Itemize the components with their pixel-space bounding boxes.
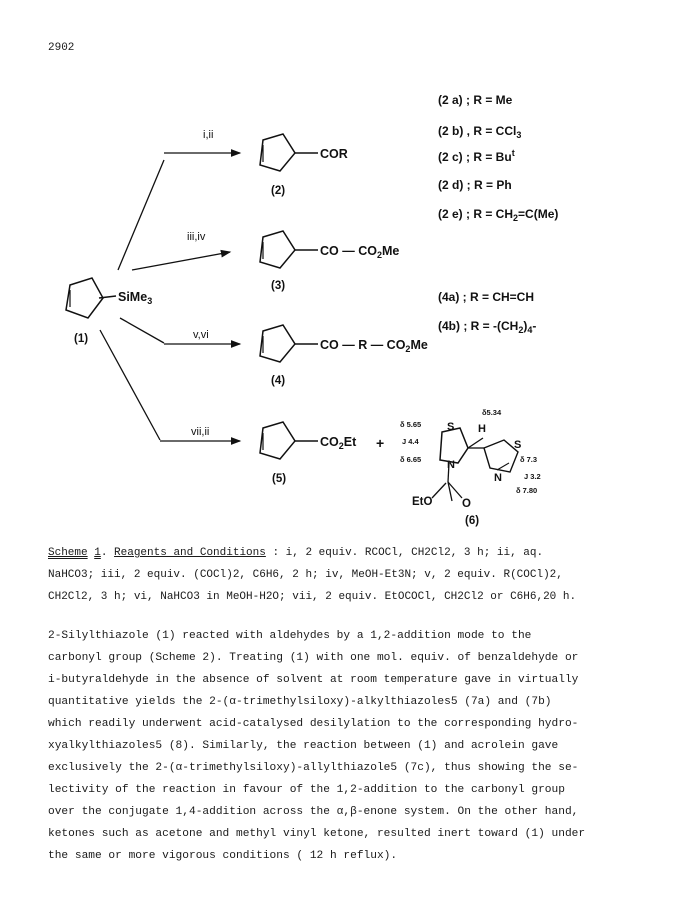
r-group-4a: (4a) ; R = CH=CH	[438, 290, 535, 304]
nmr-d534: δ5.34	[482, 408, 502, 417]
compound-4-group: CO — R — $CO_2Me$	[320, 338, 428, 354]
scheme-caption-line-2: NaHCO3; iii, 2 equiv. (COCl)2, C6H6, 2 h; iv, MeOH-Et3N; v, 2 equiv. R(COCl)2,	[48, 569, 563, 581]
caption-scheme-word: Scheme	[48, 547, 88, 559]
nmr-d780: δ 7.80	[516, 486, 538, 495]
page-number: 2902	[48, 42, 75, 54]
compound-3-group: CO — $CO_2Me$	[320, 244, 400, 260]
compound-1-substituent: SiMe$_3$	[118, 290, 153, 306]
compound-5-label: (5)	[272, 473, 287, 485]
compound-6-label: (6)	[465, 515, 480, 527]
body-line: quantitative yields the 2-(α-trimethylsiloxy)-alkylthiazoles5 (7a) and (7b)	[48, 696, 552, 708]
scheme-caption-line-1: Scheme 1. Reagents and Conditions : i, 2 equiv. RCOCl, CH2Cl2, 3 h; ii, aq.	[48, 547, 544, 559]
body-line: 2-Silylthiazole (1) reacted with aldehydes by a 1,2-addition mode to the	[48, 630, 532, 642]
svg-text:N: N	[447, 459, 455, 471]
compound-5-group: $CO_2Et$	[320, 435, 357, 451]
svg-text:H: H	[478, 423, 486, 435]
nmr-d73: δ 7.3	[520, 455, 538, 464]
compound-3-thiazole	[260, 231, 399, 292]
body-line: xyalkylthiazoles5 (8). Similarly, the reaction between (1) and acrolein gave	[48, 740, 559, 752]
scheme-caption-line-3: CH2Cl2, 3 h; vi, NaHCO3 in MeOH-H2O; vii, 2 equiv. EtOCOCl, CH2Cl2 or C6H6,20 h.	[48, 591, 577, 603]
r-group-2a: (2 a) ; R = Me	[438, 93, 513, 107]
nmr-j44: J 4.4	[402, 437, 419, 446]
nmr-d665: δ 6.65	[400, 455, 422, 464]
plus-sign: +	[376, 435, 385, 451]
r-group-4b: (4b) ; $R = -(CH_2)_4-$	[438, 319, 537, 335]
body-line: i-butyraldehyde in the absence of solvent at room temperature gave in virtually	[48, 674, 579, 686]
reagent-label-5: vii,ii	[191, 426, 210, 438]
r-group-2d: (2 d) ; R = Ph	[438, 178, 512, 192]
r-group-2b: (2 b) , R = CCl$_3$	[438, 124, 522, 140]
body-line: over the conjugate 1,4-addition across the α,β-enone system. On the other hand,	[48, 806, 579, 818]
caption-line-1-text: : i, 2 equiv. RCOCl, CH2Cl2, 3 h; ii, aq.	[272, 547, 544, 559]
compound-2-thiazole	[260, 134, 348, 197]
svg-text:S: S	[514, 439, 522, 451]
reagent-label-2: i,ii	[203, 129, 214, 141]
caption-title: Reagents and Conditions	[114, 547, 266, 559]
svg-text:EtO: EtO	[412, 496, 433, 508]
body-line: the same or more vigorous conditions ( 12 h reflux).	[48, 850, 398, 862]
reagent-label-4: v,vi	[193, 329, 209, 341]
compound-1-label: (1)	[74, 333, 89, 345]
svg-text:N: N	[494, 472, 502, 484]
r-group-2e: (2 e) ; $R = CH_2=C(Me)$	[438, 207, 559, 223]
body-line: exclusively the 2-(α-trimethylsiloxy)-allylthiazole5 (7c), thus showing the se-	[48, 762, 579, 774]
svg-text:O: O	[462, 498, 471, 510]
compound-4-label: (4)	[271, 375, 286, 387]
compound-3-label: (3)	[271, 280, 286, 292]
body-line: ketones such as acetone and methyl vinyl ketone, resulted inert toward (1) under	[48, 828, 586, 840]
compound-2-label: (2)	[271, 185, 286, 197]
r-group-2c: (2 c) ; $R = Bu^t$	[438, 148, 515, 164]
compound-4-thiazole	[260, 325, 428, 387]
r-group-list	[438, 93, 558, 335]
reaction-arrows	[160, 153, 240, 441]
compound-2-group: COR	[320, 147, 348, 161]
compound-5-thiazole	[260, 422, 357, 485]
nmr-d565: δ 5.65	[400, 420, 422, 429]
compound-6-structure	[400, 408, 541, 527]
caption-scheme-number: 1	[94, 547, 101, 559]
body-line: lectivity of the reaction in favour of the 1,2-addition to the carbonyl group	[48, 784, 565, 796]
reagent-label-3: iii,iv	[187, 231, 206, 243]
nmr-j32: J 3.2	[524, 472, 541, 481]
body-line: carbonyl group (Scheme 2). Treating (1) with one mol. equiv. of benzaldehyde or	[48, 652, 579, 664]
compound-1-thiazole	[66, 278, 152, 345]
svg-text:S: S	[447, 421, 455, 433]
body-line: which readily underwent acid-catalysed desilylation to the corresponding hydro-	[48, 718, 579, 730]
